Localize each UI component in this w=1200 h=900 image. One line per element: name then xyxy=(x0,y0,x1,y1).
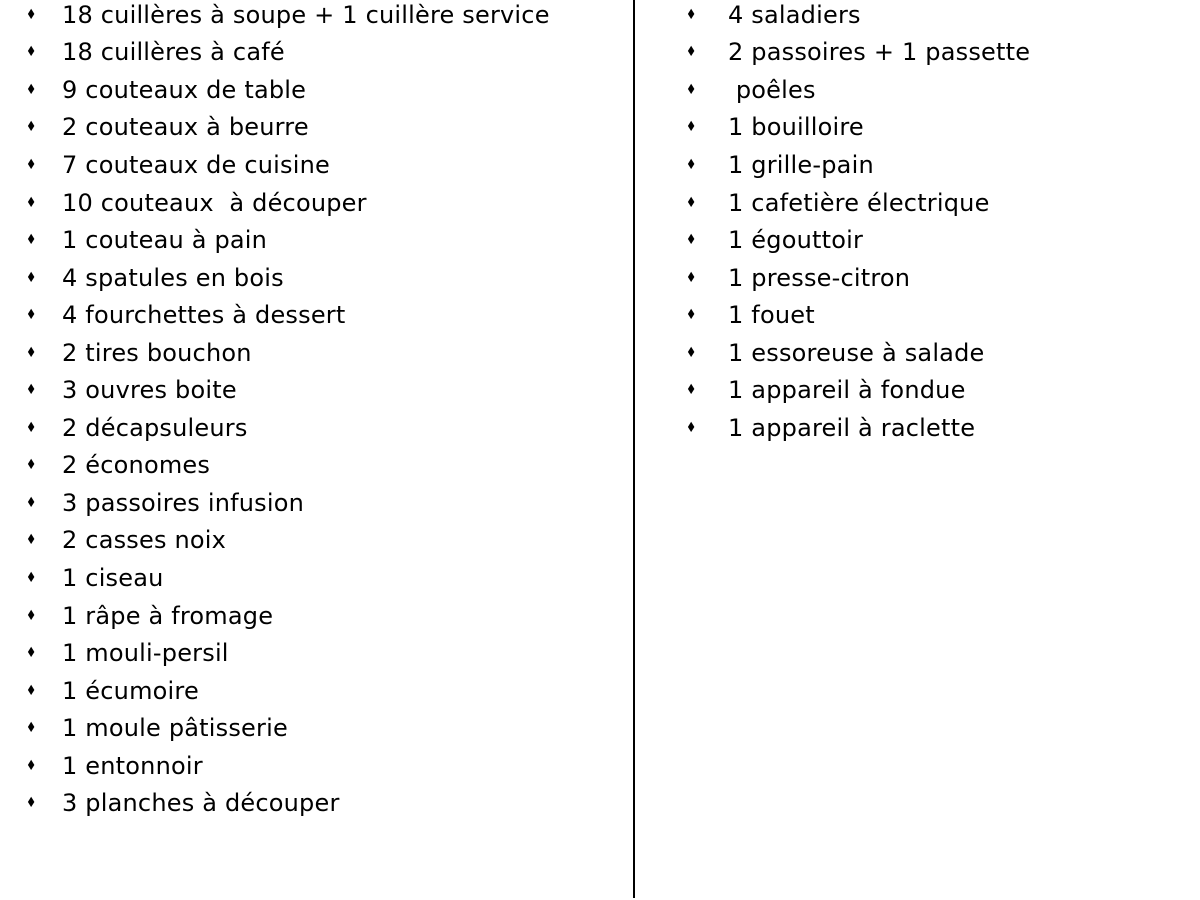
item-text: 1 appareil à raclette xyxy=(728,413,976,442)
diamond-bullet-icon: ♦ xyxy=(686,6,697,23)
item-text: 9 couteaux de table xyxy=(62,75,307,104)
item-text: poêles xyxy=(728,75,816,104)
list-item xyxy=(26,784,550,822)
list-item xyxy=(686,371,1030,409)
diamond-bullet-icon: ♦ xyxy=(26,232,37,249)
diamond-bullet-icon: ♦ xyxy=(686,156,697,173)
list-item xyxy=(26,634,550,672)
item-text: 3 planches à découper xyxy=(62,789,340,818)
item-text: 1 couteau à pain xyxy=(62,226,268,255)
item-text: 1 grille-pain xyxy=(728,150,874,179)
list-item xyxy=(686,109,1030,147)
diamond-bullet-icon: ♦ xyxy=(686,119,697,136)
diamond-bullet-icon: ♦ xyxy=(26,532,37,549)
list-item xyxy=(686,71,1030,109)
diamond-bullet-icon: ♦ xyxy=(26,569,37,586)
item-text: 1 entonnoir xyxy=(62,751,203,780)
list-item xyxy=(26,559,550,597)
list-item xyxy=(686,184,1030,222)
list-item xyxy=(686,221,1030,259)
list-item xyxy=(26,71,550,109)
column-divider xyxy=(633,0,635,898)
list-item xyxy=(26,597,550,635)
utensils-list-left xyxy=(26,0,550,822)
item-text: 2 passoires + 1 passette xyxy=(728,38,1031,67)
diamond-bullet-icon: ♦ xyxy=(686,44,697,61)
item-text: 18 cuillères à soupe + 1 cuillère service xyxy=(62,0,550,29)
item-text: 4 spatules en bois xyxy=(62,263,284,292)
diamond-bullet-icon: ♦ xyxy=(686,344,697,361)
list-item xyxy=(26,259,550,297)
diamond-bullet-icon: ♦ xyxy=(26,194,37,211)
list-item xyxy=(26,146,550,184)
diamond-bullet-icon: ♦ xyxy=(26,307,37,324)
diamond-bullet-icon: ♦ xyxy=(26,645,37,662)
diamond-bullet-icon: ♦ xyxy=(26,494,37,511)
diamond-bullet-icon: ♦ xyxy=(686,269,697,286)
list-item xyxy=(686,296,1030,334)
item-text: 1 essoreuse à salade xyxy=(728,338,985,367)
list-item xyxy=(26,709,550,747)
list-item xyxy=(686,334,1030,372)
diamond-bullet-icon: ♦ xyxy=(26,44,37,61)
diamond-bullet-icon: ♦ xyxy=(26,269,37,286)
item-text: 4 fourchettes à dessert xyxy=(62,301,346,330)
diamond-bullet-icon: ♦ xyxy=(686,419,697,436)
list-item xyxy=(26,371,550,409)
diamond-bullet-icon: ♦ xyxy=(26,81,37,98)
list-item xyxy=(26,0,550,34)
diamond-bullet-icon: ♦ xyxy=(686,81,697,98)
list-item xyxy=(26,221,550,259)
list-item xyxy=(26,522,550,560)
diamond-bullet-icon: ♦ xyxy=(26,607,37,624)
item-text: 1 moule pâtisserie xyxy=(62,714,288,743)
diamond-bullet-icon: ♦ xyxy=(26,419,37,436)
list-item xyxy=(686,34,1030,72)
list-item xyxy=(26,296,550,334)
item-text: 4 saladiers xyxy=(728,0,861,29)
list-item xyxy=(26,334,550,372)
item-text: 1 ciseau xyxy=(62,563,164,592)
item-text: 3 passoires infusion xyxy=(62,488,305,517)
list-item xyxy=(686,409,1030,447)
list-item xyxy=(26,484,550,522)
diamond-bullet-icon: ♦ xyxy=(686,194,697,211)
item-text: 1 écumoire xyxy=(62,676,199,705)
diamond-bullet-icon: ♦ xyxy=(26,720,37,737)
item-text: 7 couteaux de cuisine xyxy=(62,150,330,179)
list-item xyxy=(26,447,550,485)
item-text: 2 casses noix xyxy=(62,526,227,555)
list-item xyxy=(686,0,1030,34)
item-text: 1 fouet xyxy=(728,301,815,330)
item-text: 1 bouilloire xyxy=(728,113,864,142)
diamond-bullet-icon: ♦ xyxy=(686,232,697,249)
diamond-bullet-icon: ♦ xyxy=(26,119,37,136)
diamond-bullet-icon: ♦ xyxy=(26,757,37,774)
diamond-bullet-icon: ♦ xyxy=(26,6,37,23)
item-text: 1 appareil à fondue xyxy=(728,376,966,405)
list-item xyxy=(686,259,1030,297)
diamond-bullet-icon: ♦ xyxy=(686,307,697,324)
item-text: 1 égouttoir xyxy=(728,226,864,255)
item-text: 2 couteaux à beurre xyxy=(62,113,309,142)
item-text: 1 mouli-persil xyxy=(62,639,229,668)
item-text: 2 tires bouchon xyxy=(62,338,252,367)
diamond-bullet-icon: ♦ xyxy=(26,156,37,173)
list-item xyxy=(686,146,1030,184)
diamond-bullet-icon: ♦ xyxy=(26,344,37,361)
diamond-bullet-icon: ♦ xyxy=(26,795,37,812)
item-text: 1 cafetière électrique xyxy=(728,188,990,217)
list-item xyxy=(26,184,550,222)
diamond-bullet-icon: ♦ xyxy=(26,682,37,699)
item-text: 2 décapsuleurs xyxy=(62,413,248,442)
diamond-bullet-icon: ♦ xyxy=(26,382,37,399)
item-text: 1 presse-citron xyxy=(728,263,911,292)
diamond-bullet-icon: ♦ xyxy=(26,457,37,474)
item-text: 18 cuillères à café xyxy=(62,38,285,67)
item-text: 3 ouvres boite xyxy=(62,376,237,405)
list-item xyxy=(26,747,550,785)
list-item xyxy=(26,409,550,447)
item-text: 2 économes xyxy=(62,451,211,480)
list-item xyxy=(26,672,550,710)
diamond-bullet-icon: ♦ xyxy=(686,382,697,399)
list-item xyxy=(26,109,550,147)
item-text: 10 couteaux à découper xyxy=(62,188,367,217)
list-item xyxy=(26,34,550,72)
item-text: 1 râpe à fromage xyxy=(62,601,274,630)
utensils-list-right xyxy=(686,0,1030,447)
